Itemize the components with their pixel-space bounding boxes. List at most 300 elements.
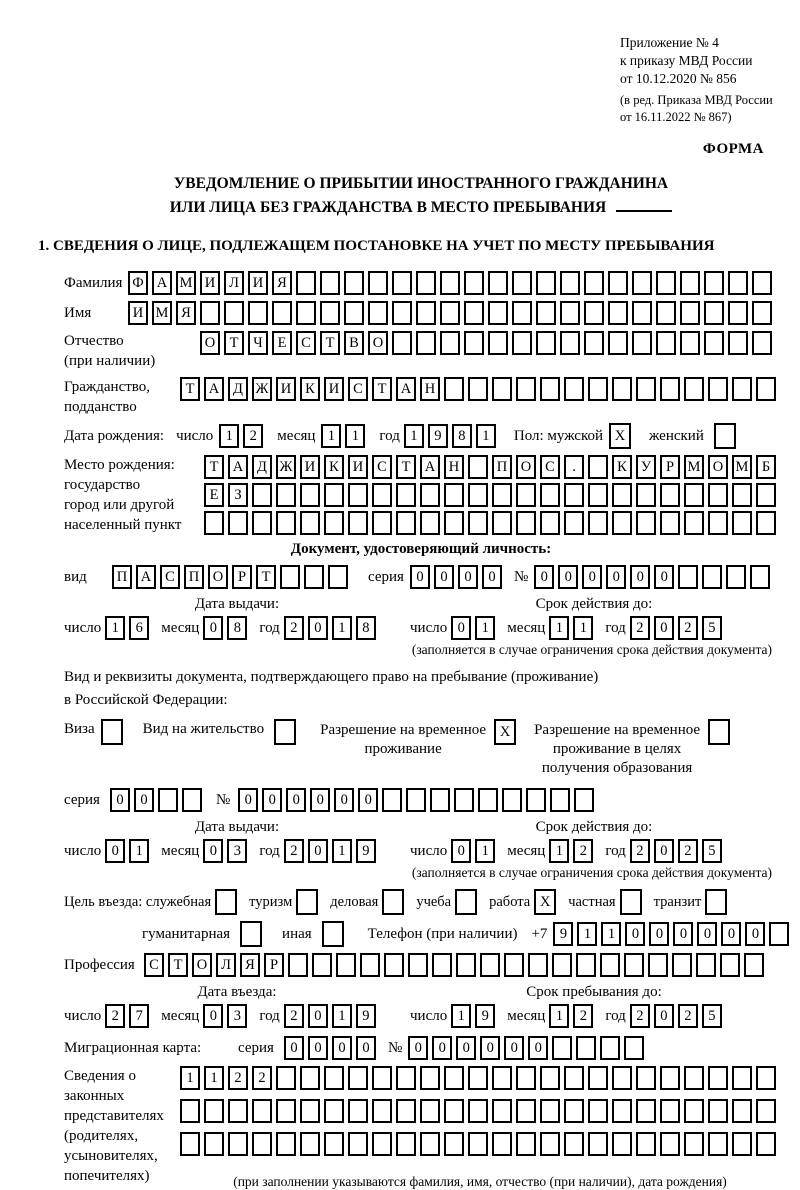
char-cell[interactable] — [296, 889, 318, 915]
char-cell[interactable] — [656, 271, 676, 295]
char-cell[interactable] — [632, 331, 652, 355]
char-cell[interactable] — [704, 271, 724, 295]
char-cell[interactable] — [478, 788, 498, 812]
char-cell[interactable] — [560, 301, 580, 325]
char-cell[interactable]: 2 — [678, 1004, 698, 1028]
residence-permit-checkbox[interactable] — [274, 719, 300, 745]
char-cell[interactable] — [372, 1132, 392, 1156]
char-cell[interactable] — [684, 1132, 704, 1156]
permit-valid-month-cells[interactable] — [549, 839, 597, 863]
char-cell[interactable] — [248, 301, 268, 325]
char-cell[interactable] — [660, 1132, 680, 1156]
char-cell[interactable]: 0 — [203, 616, 223, 640]
char-cell[interactable] — [344, 271, 364, 295]
char-cell[interactable]: 1 — [204, 1066, 224, 1090]
birth-year-cells[interactable] — [404, 424, 500, 448]
char-cell[interactable] — [612, 1099, 632, 1123]
char-cell[interactable] — [584, 301, 604, 325]
char-cell[interactable]: О — [208, 565, 228, 589]
char-cell[interactable] — [228, 511, 248, 535]
char-cell[interactable]: А — [396, 377, 416, 401]
char-cell[interactable] — [344, 301, 364, 325]
stay-day-cells[interactable] — [451, 1004, 499, 1028]
char-cell[interactable] — [574, 788, 594, 812]
char-cell[interactable] — [660, 1066, 680, 1090]
char-cell[interactable]: 0 — [334, 788, 354, 812]
char-cell[interactable] — [636, 483, 656, 507]
char-cell[interactable]: Р — [264, 953, 284, 977]
char-cell[interactable] — [368, 301, 388, 325]
char-cell[interactable] — [732, 1099, 752, 1123]
permit-valid-year-cells[interactable] — [630, 839, 726, 863]
char-cell[interactable] — [396, 1066, 416, 1090]
char-cell[interactable]: 0 — [480, 1036, 500, 1060]
char-cell[interactable]: 1 — [345, 424, 365, 448]
char-cell[interactable] — [540, 483, 560, 507]
char-cell[interactable] — [224, 301, 244, 325]
char-cell[interactable]: С — [144, 953, 164, 977]
char-cell[interactable]: 0 — [203, 1004, 223, 1028]
char-cell[interactable] — [420, 511, 440, 535]
char-cell[interactable] — [204, 1132, 224, 1156]
char-cell[interactable]: С — [540, 455, 560, 479]
char-cell[interactable] — [708, 377, 728, 401]
char-cell[interactable]: 0 — [286, 788, 306, 812]
char-cell[interactable] — [540, 1099, 560, 1123]
char-cell[interactable]: 0 — [458, 565, 478, 589]
purpose-humanitarian-checkbox[interactable] — [240, 921, 266, 947]
char-cell[interactable] — [372, 483, 392, 507]
char-cell[interactable] — [440, 331, 460, 355]
char-cell[interactable] — [396, 1099, 416, 1123]
char-cell[interactable] — [372, 511, 392, 535]
char-cell[interactable]: О — [708, 455, 728, 479]
char-cell[interactable]: 1 — [549, 616, 569, 640]
char-cell[interactable]: X — [494, 719, 516, 745]
char-cell[interactable] — [280, 565, 300, 589]
purpose-study-checkbox[interactable] — [455, 889, 481, 915]
char-cell[interactable]: Я — [176, 301, 196, 325]
char-cell[interactable]: Е — [204, 483, 224, 507]
char-cell[interactable]: Л — [216, 953, 236, 977]
char-cell[interactable] — [468, 483, 488, 507]
char-cell[interactable]: 0 — [654, 1004, 674, 1028]
char-cell[interactable] — [516, 511, 536, 535]
char-cell[interactable] — [660, 511, 680, 535]
char-cell[interactable]: 0 — [745, 922, 765, 946]
char-cell[interactable] — [204, 511, 224, 535]
char-cell[interactable]: Т — [396, 455, 416, 479]
char-cell[interactable] — [732, 1132, 752, 1156]
char-cell[interactable] — [360, 953, 380, 977]
char-cell[interactable]: 0 — [356, 1036, 376, 1060]
char-cell[interactable]: 0 — [558, 565, 578, 589]
char-cell[interactable] — [464, 331, 484, 355]
char-cell[interactable] — [430, 788, 450, 812]
char-cell[interactable] — [296, 271, 316, 295]
char-cell[interactable] — [276, 1132, 296, 1156]
char-cell[interactable] — [756, 377, 776, 401]
char-cell[interactable] — [656, 331, 676, 355]
char-cell[interactable] — [540, 377, 560, 401]
char-cell[interactable] — [576, 953, 596, 977]
char-cell[interactable] — [348, 1132, 368, 1156]
char-cell[interactable]: 1 — [321, 424, 341, 448]
char-cell[interactable]: 1 — [475, 616, 495, 640]
char-cell[interactable]: 5 — [702, 1004, 722, 1028]
surname-cells[interactable] — [128, 271, 776, 295]
char-cell[interactable] — [456, 953, 476, 977]
char-cell[interactable]: 1 — [332, 839, 352, 863]
char-cell[interactable]: Ч — [248, 331, 268, 355]
char-cell[interactable] — [348, 1066, 368, 1090]
char-cell[interactable]: М — [176, 271, 196, 295]
char-cell[interactable]: А — [136, 565, 156, 589]
char-cell[interactable] — [252, 1132, 272, 1156]
char-cell[interactable]: 2 — [284, 839, 304, 863]
char-cell[interactable] — [720, 953, 740, 977]
char-cell[interactable] — [372, 1099, 392, 1123]
doc-series-cells[interactable] — [410, 565, 506, 589]
char-cell[interactable] — [540, 511, 560, 535]
char-cell[interactable] — [540, 1066, 560, 1090]
char-cell[interactable] — [660, 483, 680, 507]
char-cell[interactable]: С — [296, 331, 316, 355]
char-cell[interactable]: 8 — [227, 616, 247, 640]
char-cell[interactable] — [636, 1132, 656, 1156]
char-cell[interactable]: 0 — [630, 565, 650, 589]
purpose-tourism-checkbox[interactable] — [296, 889, 322, 915]
char-cell[interactable] — [680, 271, 700, 295]
char-cell[interactable]: Т — [180, 377, 200, 401]
char-cell[interactable]: 0 — [504, 1036, 524, 1060]
char-cell[interactable] — [516, 1099, 536, 1123]
char-cell[interactable] — [324, 1066, 344, 1090]
char-cell[interactable]: Т — [372, 377, 392, 401]
char-cell[interactable] — [392, 271, 412, 295]
phone-cells[interactable] — [553, 922, 793, 946]
char-cell[interactable]: О — [368, 331, 388, 355]
char-cell[interactable] — [714, 423, 736, 449]
char-cell[interactable] — [564, 1066, 584, 1090]
char-cell[interactable] — [272, 301, 292, 325]
char-cell[interactable] — [444, 1099, 464, 1123]
char-cell[interactable]: 0 — [482, 565, 502, 589]
entry-month-cells[interactable] — [203, 1004, 251, 1028]
migration-number-cells[interactable] — [408, 1036, 648, 1060]
char-cell[interactable]: 0 — [456, 1036, 476, 1060]
char-cell[interactable]: . — [564, 455, 584, 479]
char-cell[interactable] — [516, 1132, 536, 1156]
char-cell[interactable]: П — [184, 565, 204, 589]
purpose-work-checkbox[interactable] — [534, 889, 560, 915]
char-cell[interactable]: К — [612, 455, 632, 479]
char-cell[interactable] — [536, 331, 556, 355]
profession-cells[interactable] — [144, 953, 768, 977]
char-cell[interactable] — [588, 377, 608, 401]
birthplace-row2-cells[interactable] — [204, 483, 780, 507]
char-cell[interactable]: С — [160, 565, 180, 589]
char-cell[interactable]: 1 — [475, 839, 495, 863]
char-cell[interactable] — [588, 483, 608, 507]
char-cell[interactable] — [204, 1099, 224, 1123]
char-cell[interactable]: 7 — [129, 1004, 149, 1028]
char-cell[interactable]: Ж — [252, 377, 272, 401]
char-cell[interactable] — [516, 483, 536, 507]
char-cell[interactable]: Д — [252, 455, 272, 479]
char-cell[interactable]: 2 — [243, 424, 263, 448]
char-cell[interactable] — [726, 565, 746, 589]
char-cell[interactable]: 1 — [219, 424, 239, 448]
char-cell[interactable] — [588, 1099, 608, 1123]
char-cell[interactable]: М — [732, 455, 752, 479]
sex-male-checkbox[interactable] — [609, 423, 635, 449]
char-cell[interactable] — [240, 921, 262, 947]
char-cell[interactable] — [752, 271, 772, 295]
char-cell[interactable] — [708, 1066, 728, 1090]
char-cell[interactable]: 0 — [358, 788, 378, 812]
char-cell[interactable] — [636, 1066, 656, 1090]
char-cell[interactable] — [526, 788, 546, 812]
char-cell[interactable]: 0 — [308, 1004, 328, 1028]
char-cell[interactable]: 2 — [284, 616, 304, 640]
entry-year-cells[interactable] — [284, 1004, 380, 1028]
char-cell[interactable] — [560, 331, 580, 355]
char-cell[interactable]: 2 — [678, 616, 698, 640]
char-cell[interactable] — [492, 1066, 512, 1090]
char-cell[interactable]: И — [248, 271, 268, 295]
representatives-row2-cells[interactable] — [180, 1099, 780, 1123]
char-cell[interactable]: А — [204, 377, 224, 401]
char-cell[interactable] — [396, 511, 416, 535]
char-cell[interactable] — [756, 483, 776, 507]
char-cell[interactable] — [300, 511, 320, 535]
char-cell[interactable]: 9 — [475, 1004, 495, 1028]
rvp-education-checkbox[interactable] — [708, 719, 734, 745]
char-cell[interactable]: 9 — [553, 922, 573, 946]
char-cell[interactable]: 1 — [404, 424, 424, 448]
char-cell[interactable] — [455, 889, 477, 915]
char-cell[interactable] — [324, 511, 344, 535]
char-cell[interactable]: 0 — [308, 1036, 328, 1060]
rvp-checkbox[interactable] — [494, 719, 520, 745]
char-cell[interactable]: 0 — [654, 839, 674, 863]
char-cell[interactable]: 0 — [649, 922, 669, 946]
permit-issue-month-cells[interactable] — [203, 839, 251, 863]
char-cell[interactable]: 2 — [284, 1004, 304, 1028]
char-cell[interactable] — [348, 483, 368, 507]
char-cell[interactable]: 0 — [134, 788, 154, 812]
purpose-transit-checkbox[interactable] — [705, 889, 731, 915]
char-cell[interactable]: М — [684, 455, 704, 479]
char-cell[interactable]: В — [344, 331, 364, 355]
id-valid-month-cells[interactable] — [549, 616, 597, 640]
char-cell[interactable] — [588, 1066, 608, 1090]
purpose-private-checkbox[interactable] — [620, 889, 646, 915]
char-cell[interactable] — [756, 1099, 776, 1123]
char-cell[interactable]: 0 — [697, 922, 717, 946]
char-cell[interactable] — [752, 301, 772, 325]
char-cell[interactable] — [660, 377, 680, 401]
char-cell[interactable] — [368, 271, 388, 295]
char-cell[interactable]: 1 — [601, 922, 621, 946]
char-cell[interactable] — [300, 1132, 320, 1156]
char-cell[interactable] — [328, 565, 348, 589]
char-cell[interactable] — [324, 1099, 344, 1123]
char-cell[interactable]: 0 — [110, 788, 130, 812]
char-cell[interactable]: 0 — [721, 922, 741, 946]
char-cell[interactable] — [588, 1132, 608, 1156]
char-cell[interactable] — [732, 1066, 752, 1090]
char-cell[interactable] — [384, 953, 404, 977]
char-cell[interactable] — [444, 377, 464, 401]
char-cell[interactable] — [300, 1066, 320, 1090]
char-cell[interactable] — [276, 1099, 296, 1123]
char-cell[interactable] — [276, 1066, 296, 1090]
permit-issue-day-cells[interactable] — [105, 839, 153, 863]
char-cell[interactable]: 1 — [332, 616, 352, 640]
id-issue-month-cells[interactable] — [203, 616, 251, 640]
char-cell[interactable] — [656, 301, 676, 325]
char-cell[interactable] — [396, 1132, 416, 1156]
char-cell[interactable] — [588, 511, 608, 535]
char-cell[interactable] — [564, 483, 584, 507]
char-cell[interactable] — [464, 301, 484, 325]
char-cell[interactable] — [440, 271, 460, 295]
char-cell[interactable] — [296, 301, 316, 325]
char-cell[interactable] — [488, 271, 508, 295]
char-cell[interactable]: 2 — [573, 839, 593, 863]
char-cell[interactable]: Т — [204, 455, 224, 479]
char-cell[interactable]: Е — [272, 331, 292, 355]
char-cell[interactable]: 0 — [434, 565, 454, 589]
char-cell[interactable] — [678, 565, 698, 589]
char-cell[interactable]: 1 — [180, 1066, 200, 1090]
purpose-business-checkbox[interactable] — [382, 889, 408, 915]
char-cell[interactable]: 1 — [549, 839, 569, 863]
char-cell[interactable]: С — [348, 377, 368, 401]
char-cell[interactable] — [276, 483, 296, 507]
char-cell[interactable] — [516, 377, 536, 401]
id-issue-year-cells[interactable] — [284, 616, 380, 640]
char-cell[interactable] — [552, 953, 572, 977]
char-cell[interactable]: Т — [256, 565, 276, 589]
char-cell[interactable] — [288, 953, 308, 977]
char-cell[interactable] — [705, 889, 727, 915]
representatives-row3-cells[interactable] — [180, 1132, 780, 1156]
char-cell[interactable]: З — [228, 483, 248, 507]
char-cell[interactable] — [564, 1132, 584, 1156]
char-cell[interactable] — [454, 788, 474, 812]
birth-day-cells[interactable] — [219, 424, 267, 448]
char-cell[interactable]: 8 — [452, 424, 472, 448]
char-cell[interactable] — [612, 483, 632, 507]
char-cell[interactable] — [584, 331, 604, 355]
birthplace-row3-cells[interactable] — [204, 511, 780, 535]
char-cell[interactable] — [464, 271, 484, 295]
char-cell[interactable] — [504, 953, 524, 977]
char-cell[interactable]: 1 — [476, 424, 496, 448]
char-cell[interactable]: 3 — [227, 839, 247, 863]
char-cell[interactable] — [620, 889, 642, 915]
char-cell[interactable]: 2 — [228, 1066, 248, 1090]
permit-number-cells[interactable] — [238, 788, 598, 812]
char-cell[interactable] — [756, 1066, 776, 1090]
char-cell[interactable] — [444, 511, 464, 535]
char-cell[interactable] — [274, 719, 296, 745]
birth-month-cells[interactable] — [321, 424, 369, 448]
purpose-official-checkbox[interactable] — [215, 889, 241, 915]
char-cell[interactable] — [576, 1036, 596, 1060]
char-cell[interactable]: 1 — [451, 1004, 471, 1028]
representatives-row1-cells[interactable] — [180, 1066, 780, 1090]
migration-series-cells[interactable] — [284, 1036, 380, 1060]
char-cell[interactable] — [228, 1099, 248, 1123]
char-cell[interactable] — [492, 483, 512, 507]
char-cell[interactable]: О — [200, 331, 220, 355]
char-cell[interactable] — [612, 511, 632, 535]
permit-series-cells[interactable] — [110, 788, 206, 812]
char-cell[interactable]: Н — [444, 455, 464, 479]
char-cell[interactable] — [624, 953, 644, 977]
char-cell[interactable]: 0 — [625, 922, 645, 946]
id-valid-day-cells[interactable] — [451, 616, 499, 640]
char-cell[interactable] — [372, 1066, 392, 1090]
char-cell[interactable] — [550, 788, 570, 812]
char-cell[interactable]: X — [609, 423, 631, 449]
char-cell[interactable]: 2 — [573, 1004, 593, 1028]
char-cell[interactable]: 0 — [654, 616, 674, 640]
char-cell[interactable]: 0 — [451, 616, 471, 640]
char-cell[interactable] — [420, 483, 440, 507]
char-cell[interactable]: 1 — [573, 616, 593, 640]
char-cell[interactable]: Т — [168, 953, 188, 977]
purpose-other-checkbox[interactable] — [322, 921, 348, 947]
char-cell[interactable]: 0 — [673, 922, 693, 946]
char-cell[interactable] — [322, 921, 344, 947]
char-cell[interactable] — [382, 788, 402, 812]
char-cell[interactable]: П — [492, 455, 512, 479]
char-cell[interactable]: 0 — [528, 1036, 548, 1060]
char-cell[interactable] — [756, 511, 776, 535]
char-cell[interactable]: 2 — [252, 1066, 272, 1090]
char-cell[interactable]: Д — [228, 377, 248, 401]
char-cell[interactable] — [180, 1132, 200, 1156]
char-cell[interactable] — [408, 953, 428, 977]
char-cell[interactable] — [684, 377, 704, 401]
char-cell[interactable] — [252, 483, 272, 507]
char-cell[interactable] — [348, 511, 368, 535]
char-cell[interactable] — [492, 511, 512, 535]
char-cell[interactable] — [672, 953, 692, 977]
char-cell[interactable]: 8 — [356, 616, 376, 640]
char-cell[interactable] — [396, 483, 416, 507]
char-cell[interactable]: С — [372, 455, 392, 479]
char-cell[interactable] — [468, 455, 488, 479]
char-cell[interactable] — [648, 953, 668, 977]
id-issue-day-cells[interactable] — [105, 616, 153, 640]
char-cell[interactable] — [468, 377, 488, 401]
char-cell[interactable] — [416, 331, 436, 355]
char-cell[interactable]: Я — [272, 271, 292, 295]
char-cell[interactable] — [488, 301, 508, 325]
char-cell[interactable] — [728, 301, 748, 325]
char-cell[interactable] — [432, 953, 452, 977]
char-cell[interactable]: 2 — [630, 616, 650, 640]
char-cell[interactable]: А — [420, 455, 440, 479]
char-cell[interactable] — [660, 1099, 680, 1123]
char-cell[interactable] — [512, 271, 532, 295]
